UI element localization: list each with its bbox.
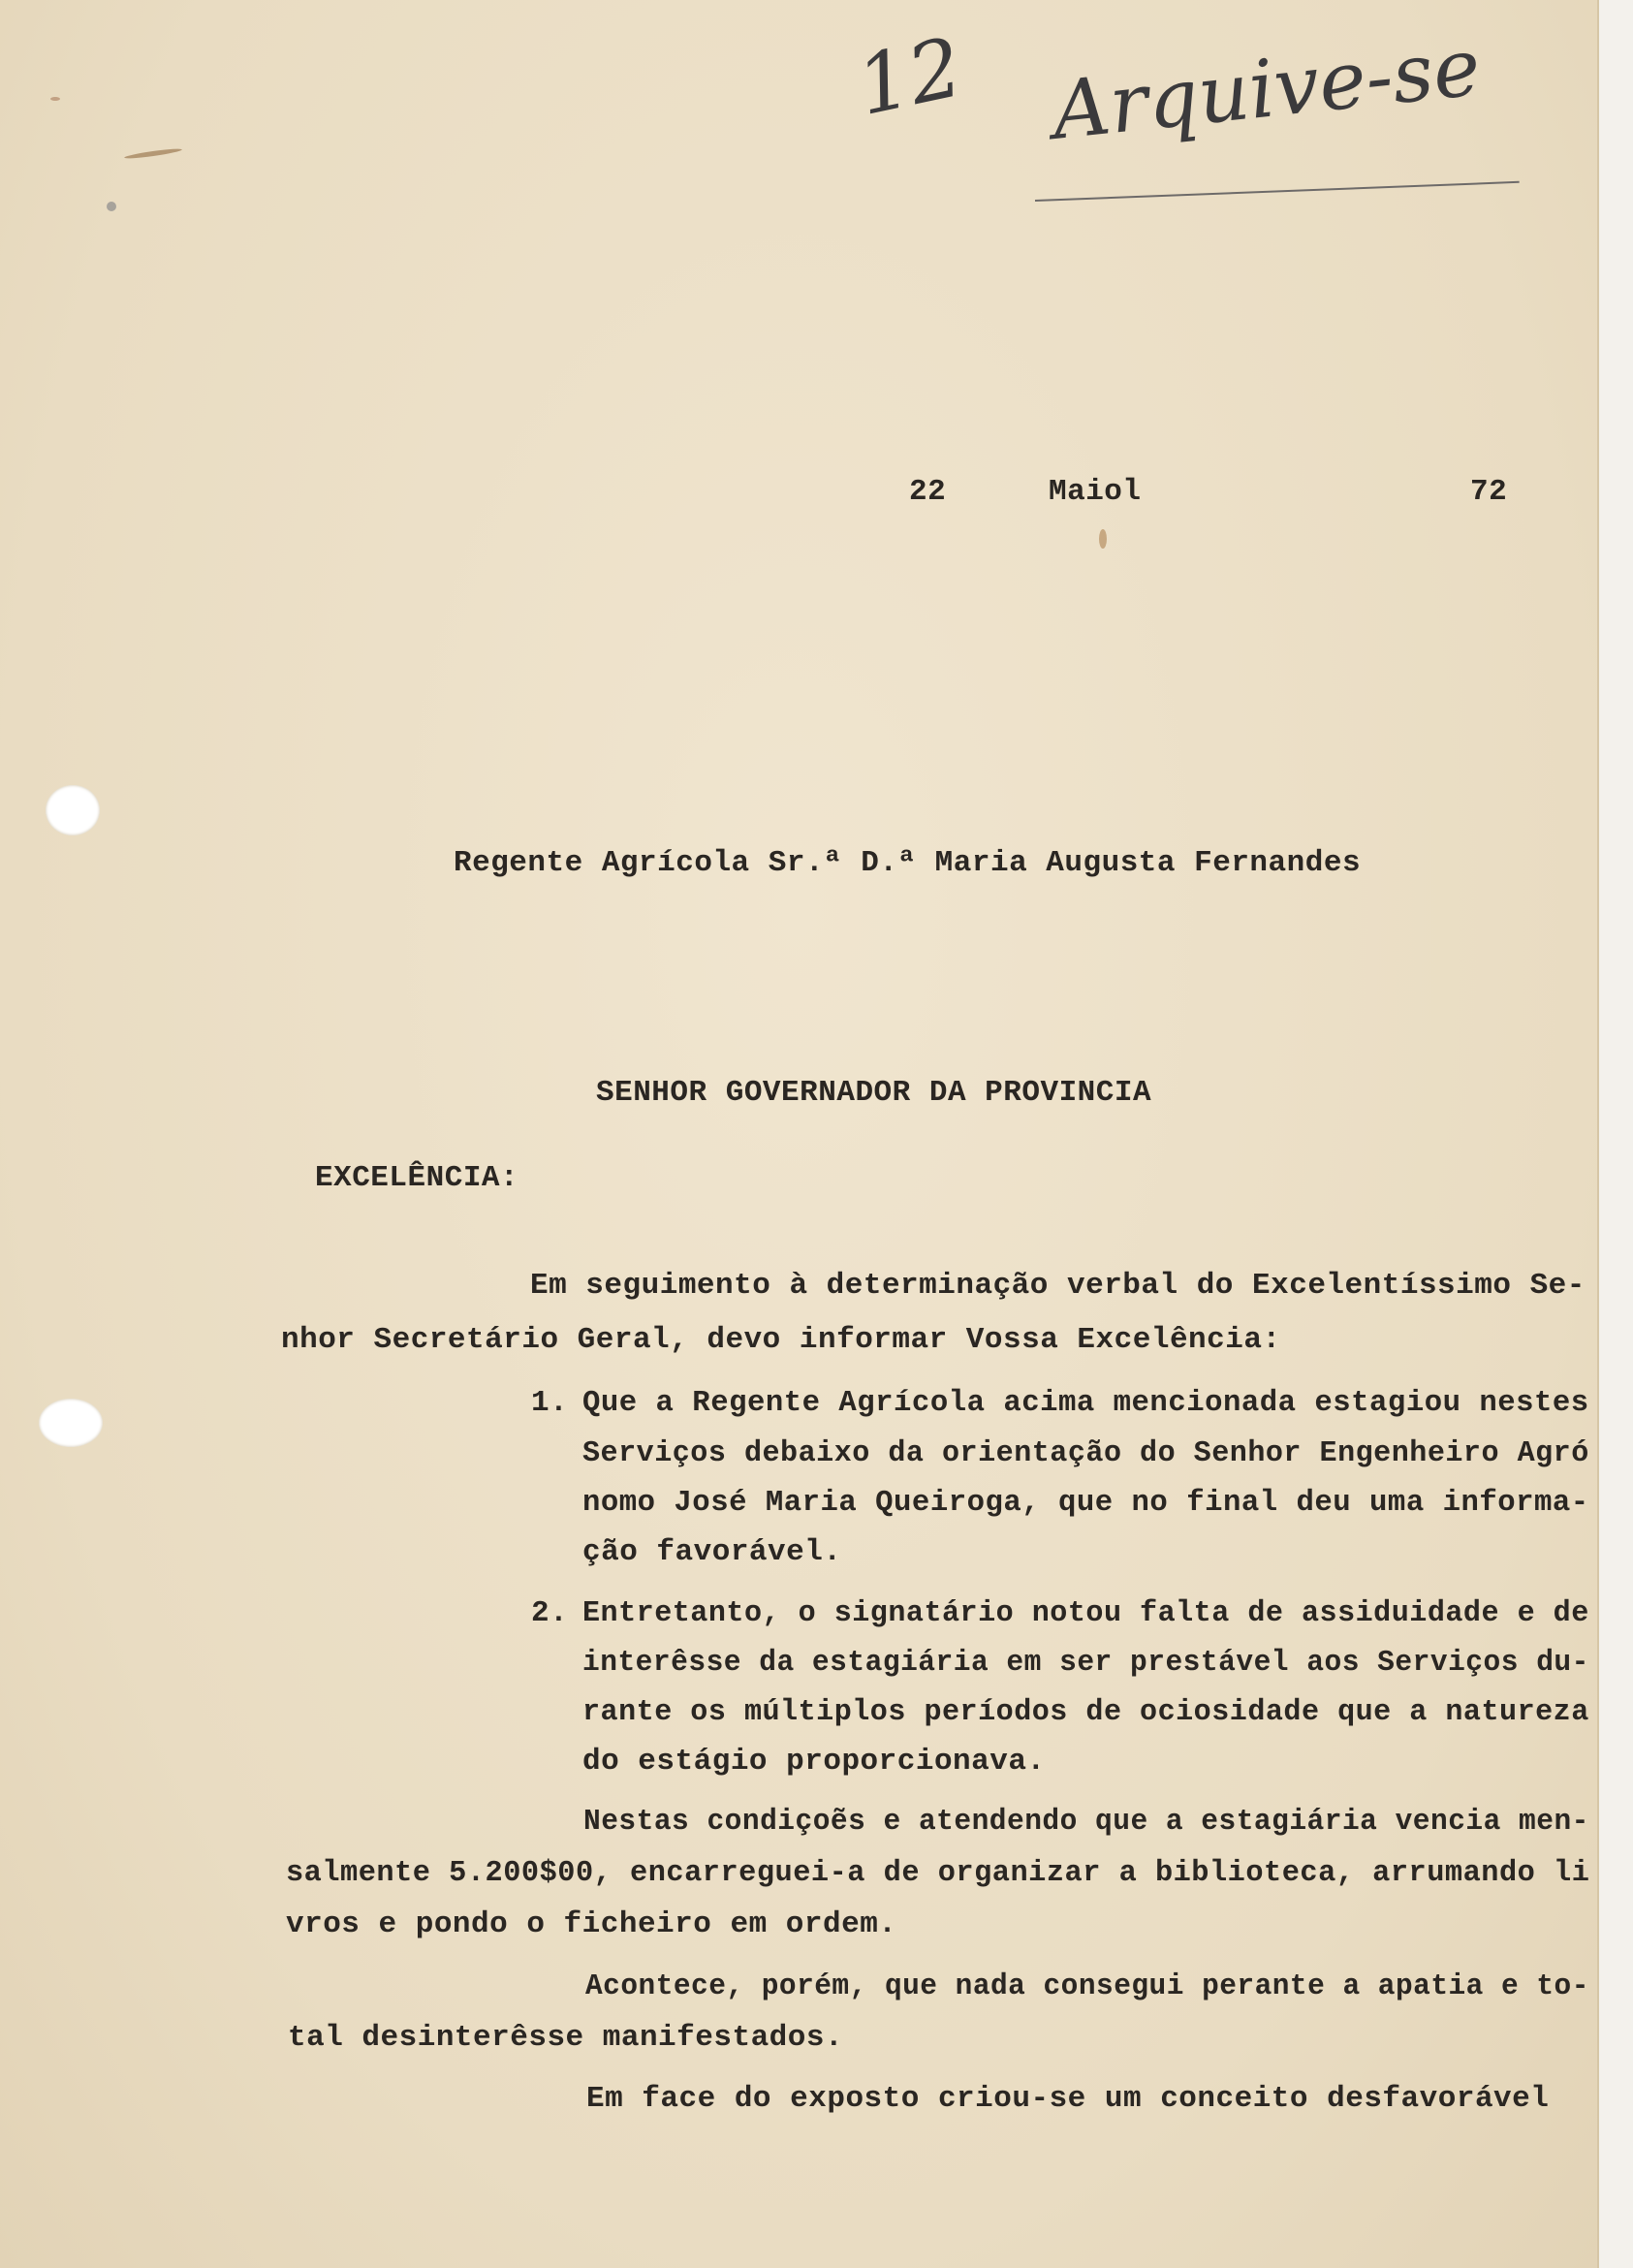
item-1-line: Que a Regente Agrícola acima mencionada estagiou nestes [582, 1386, 1589, 1420]
date-month: Maiol [1049, 475, 1142, 509]
item-1-line: ção favorável. [582, 1535, 842, 1569]
handwritten-underline [1035, 181, 1520, 202]
punch-hole-top [46, 785, 100, 835]
paragraph-3-line: vros e pondo o ficheiro em ordem. [286, 1907, 897, 1941]
date-year: 72 [1470, 475, 1508, 509]
stain-mark [107, 202, 116, 211]
item-2-line: rante os múltiplos períodos de ociosidade que a natureza [582, 1695, 1589, 1729]
handwritten-number: 12 [848, 18, 970, 135]
paragraph-4-line: tal desinterêsse manifestados. [288, 2021, 844, 2055]
item-2-line: interêsse da estagiária em ser prestável aos Serviços du- [582, 1646, 1589, 1680]
handwritten-annotation: Arquive-se [1048, 21, 1485, 158]
intro-line-1: Em seguimento à determinação verbal do Excelentíssimo Se- [530, 1269, 1586, 1303]
stain-mark [1099, 529, 1107, 549]
paragraph-3-line: Nestas condiçoẽs e atendendo que a estagiária vencia men- [583, 1805, 1589, 1839]
subject-line: Regente Agrícola Sr.ª D.ª Maria Augusta Fernandes [454, 846, 1362, 880]
addressee-heading: SENHOR GOVERNADOR DA PROVINCIA [596, 1076, 1152, 1110]
date-day: 22 [909, 475, 947, 509]
salutation: EXCELÊNCIA: [315, 1161, 519, 1195]
paragraph-5-line: Em face do exposto criou-se um conceito desfavorável [586, 2082, 1550, 2116]
item-2-line: do estágio proporcionava. [582, 1745, 1046, 1779]
item-2-line: Entretanto, o signatário notou falta de assiduidade e de [582, 1596, 1589, 1630]
stain-mark [50, 97, 60, 101]
intro-line-2: nhor Secretário Geral, devo informar Vossa Excelência: [281, 1323, 1281, 1357]
item-1-number: 1. [531, 1386, 569, 1420]
item-1-line: nomo José Maria Queiroga, que no final deu uma informa- [582, 1486, 1589, 1520]
paragraph-3-line: salmente 5.200$00, encarreguei-a de organizar a biblioteca, arrumando li [286, 1856, 1590, 1890]
stain-mark [124, 147, 182, 160]
paragraph-4-line: Acontece, porém, que nada consegui perante a apatia e to- [585, 1969, 1589, 2003]
item-1-line: Serviços debaixo da orientação do Senhor Engenheiro Agró [582, 1436, 1589, 1470]
item-2-number: 2. [531, 1596, 569, 1630]
punch-hole-bottom [39, 1399, 103, 1447]
